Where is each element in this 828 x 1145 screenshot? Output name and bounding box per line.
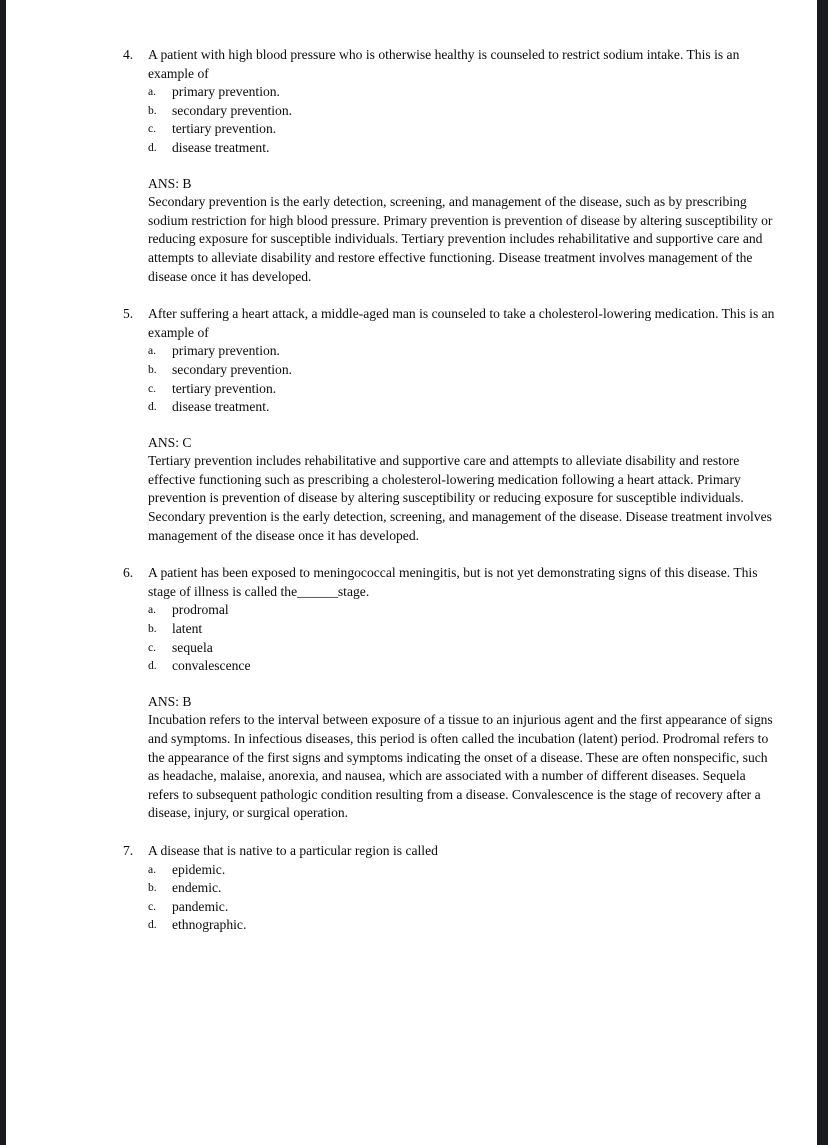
option-text: secondary prevention. (172, 361, 293, 377)
question-block (123, 842, 775, 935)
option-letter: b. (148, 622, 157, 636)
option-list (148, 342, 775, 416)
option-text: prodromal (172, 602, 229, 618)
option-text: primary prevention. (172, 84, 280, 100)
document-page (6, 0, 817, 1145)
question-number: 4. (123, 47, 134, 62)
option-text: endemic. (172, 880, 222, 896)
option-text: ethnographic. (172, 917, 247, 933)
option-letter: a. (148, 344, 157, 358)
option-text: latent (172, 621, 203, 637)
question-text: A patient has been exposed to meningococcal meningitis, but is not yet demonstrating signs of this disease. This stage of illness is called the______stage. (148, 565, 758, 599)
question-block (123, 564, 775, 823)
option-item (148, 639, 775, 658)
option-letter: d. (148, 918, 157, 932)
option-item (148, 120, 775, 139)
option-letter: d. (148, 659, 157, 673)
option-letter: b. (148, 103, 157, 117)
answer-block (148, 434, 775, 546)
option-text: primary prevention. (172, 343, 280, 359)
option-letter: c. (148, 899, 157, 913)
option-item (148, 879, 775, 898)
option-letter: d. (148, 140, 157, 154)
option-letter: a. (148, 603, 157, 617)
answer-explanation: Tertiary prevention includes rehabilitative and supportive care and attempts to alleviate disability and restore effective functioning such as prescribing a cholesterol-lowering medication following a heart attack. Primary prevention is prevention of disease by altering susceptibility or reducing exposure for susceptible individuals. Secondary prevention is the early detection, screening, and management of the disease. Disease treatment involves management of the disease once it has developed. (148, 453, 772, 543)
question-text: A disease that is native to a particular region is called (148, 842, 438, 858)
option-text: disease treatment. (172, 399, 270, 415)
option-letter: d. (148, 400, 157, 414)
option-letter: b. (148, 881, 157, 895)
option-item (148, 898, 775, 917)
option-list (148, 861, 775, 935)
option-item (148, 916, 775, 935)
option-letter: c. (148, 381, 157, 395)
option-item (148, 620, 775, 639)
option-text: sequela (172, 639, 213, 655)
option-letter: c. (148, 640, 157, 654)
option-item (148, 342, 775, 361)
option-text: tertiary prevention. (172, 121, 277, 137)
answer-label: ANS: B (148, 175, 192, 191)
option-item (148, 83, 775, 102)
question-number: 7. (123, 842, 134, 858)
option-item (148, 861, 775, 880)
option-text: disease treatment. (172, 139, 270, 155)
option-letter: b. (148, 362, 157, 376)
option-item (148, 361, 775, 380)
option-item (148, 102, 775, 121)
answer-block (148, 175, 775, 287)
option-list (148, 601, 775, 675)
answer-explanation: Secondary prevention is the early detection, screening, and management of the disease, such as by prescribing sodium restriction for high blood pressure. Primary prevention is prevention of disease by altering susceptibility or reducing exposure for susceptible individuals. Tertiary prevention includes rehabilitative and supportive care and attempts to alleviate disability and restore effective functioning. Disease treatment involves management of the disease once it has developed. (148, 194, 773, 284)
option-item (148, 139, 775, 158)
option-text: epidemic. (172, 861, 226, 877)
option-letter: a. (148, 85, 157, 99)
question-number: 5. (123, 306, 134, 322)
question-number: 6. (123, 565, 134, 581)
question-text: A patient with high blood pressure who is otherwise healthy is counseled to restrict sodium intake. This is an example of (148, 47, 740, 81)
option-list (148, 83, 775, 157)
question-block (123, 46, 775, 286)
option-letter: c. (148, 122, 157, 136)
answer-explanation: Incubation refers to the interval between exposure of a tissue to an injurious agent and the first appearance of signs and symptoms. In infectious diseases, this period is often called the incubation (latent) period. Prodromal refers to the appearance of the first signs and symptoms indicating the onset of a disease. These are often nonspecific, such as headache, malaise, anorexia, and nausea, which are associated with a number of different diseases. Sequela refers to subsequent pathologic condition resulting from a disease. Convalescence is the stage of recovery after a disease, injury, or surgical operation. (148, 712, 773, 821)
option-item (148, 601, 775, 620)
option-item (148, 380, 775, 399)
answer-block (148, 693, 775, 823)
option-text: convalescence (172, 658, 251, 674)
question-block (123, 305, 775, 545)
option-text: tertiary prevention. (172, 380, 277, 396)
option-text: secondary prevention. (172, 102, 293, 118)
option-item (148, 657, 775, 676)
option-item (148, 398, 775, 417)
answer-label: ANS: B (148, 693, 192, 709)
answer-label: ANS: C (148, 434, 192, 450)
option-text: pandemic. (172, 898, 229, 914)
question-text: After suffering a heart attack, a middle-aged man is counseled to take a cholesterol-lowering medication. This is an example of (148, 306, 775, 340)
option-letter: a. (148, 862, 157, 876)
page-content (6, 0, 817, 935)
